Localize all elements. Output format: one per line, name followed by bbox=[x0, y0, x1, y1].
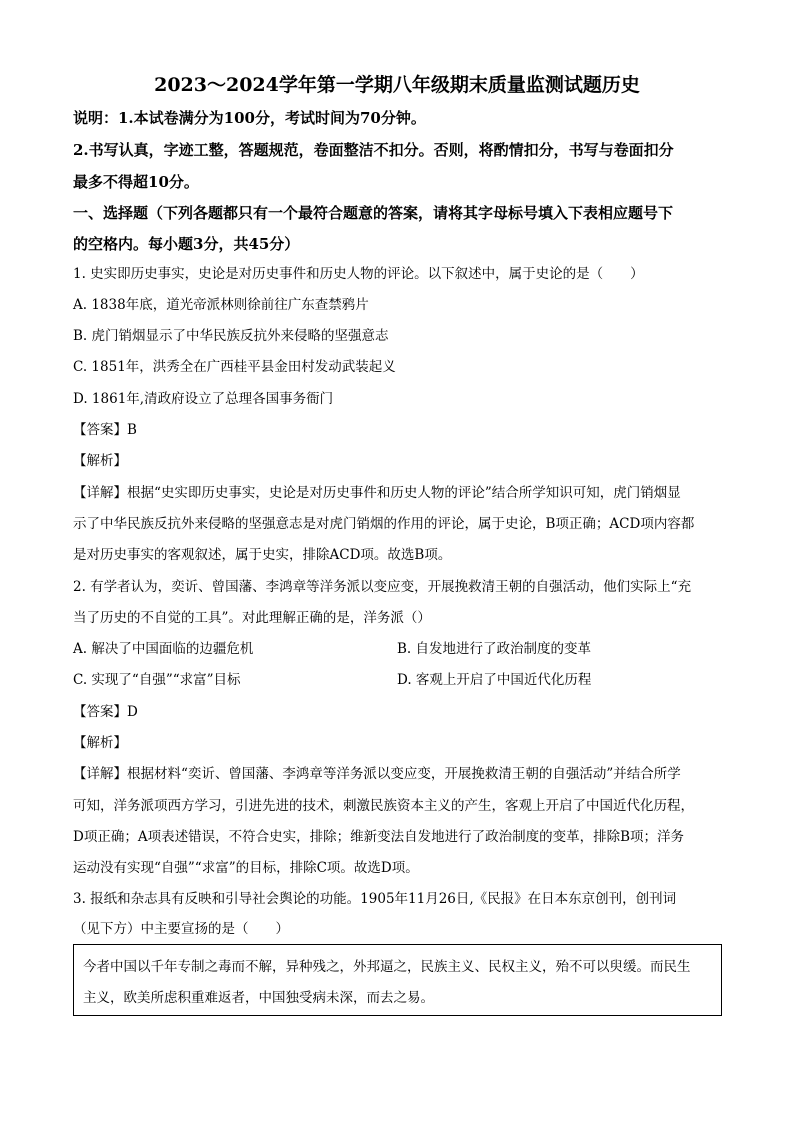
instructions-line-1: 说明：1.本试卷满分为100分，考试时间为70分钟。 bbox=[73, 109, 426, 127]
section-heading-line-1: 一、选择题（下列各题都只有一个最符合题意的答案，请将其字母标号填入下表相应题号下 bbox=[73, 204, 674, 222]
q2-option-c: C. 实现了“自强”“求富”目标 bbox=[73, 672, 241, 688]
q3-stem-line-2: （见下方）中主要宣扬的是（ ） bbox=[73, 921, 289, 937]
q1-stem: 1. 史实即历史事实，史论是对历史事件和历史人物的评论。以下叙述中，属于史论的是（ ） bbox=[73, 266, 644, 282]
q1-option-c: C. 1851年，洪秀全在广西桂平县金田村发动武装起义 bbox=[73, 359, 396, 375]
q3-quote-line-1: 今者中国以千年专制之毒而不解，异种残之，外邦逼之，民族主义、民权主义，殆不可以臾缓。而民生 bbox=[83, 959, 691, 975]
q1-option-d: D. 1861年,清政府设立了总理各国事务衙门 bbox=[73, 391, 334, 407]
q2-analysis-label: 【解析】 bbox=[73, 735, 127, 751]
q3-quote-box bbox=[73, 944, 722, 1016]
instructions-line-2: 2.书写认真，字迹工整，答题规范，卷面整洁不扣分。否则，将酌情扣分，书写与卷面扣分 bbox=[73, 141, 674, 159]
q2-detail-line-3: D项正确；A项表述错误，不符合史实，排除；维新变法自发地进行了政治制度的变革，排除B项；洋务 bbox=[73, 829, 684, 845]
q2-option-b: B. 自发地进行了政治制度的变革 bbox=[397, 641, 592, 657]
section-heading-line-2: 的空格内。每小题3分，共45分） bbox=[73, 235, 300, 253]
q2-detail-line-2: 可知，洋务派项西方学习，引进先进的技术，刺激民族资本主义的产生，客观上开启了中国近代化历程， bbox=[73, 798, 694, 814]
q2-option-a: A. 解决了中国面临的边疆危机 bbox=[73, 641, 254, 657]
q1-detail-line-2: 示了中华民族反抗外来侵略的坚强意志是对虎门销烟的作用的评论，属于史论，B项正确；ACD项内容都 bbox=[73, 516, 695, 532]
q1-detail-line-1: 【详解】根据“史实即历史事实，史论是对历史事件和历史人物的评论”结合所学知识可知，虎门销烟显 bbox=[73, 485, 681, 501]
q1-option-a: A. 1838年底，道光帝派林则徐前往广东查禁鸦片 bbox=[73, 297, 369, 313]
q2-detail-line-4: 运动没有实现“自强”“求富”的目标，排除C项。故选D项。 bbox=[73, 860, 419, 876]
q2-detail-line-1: 【详解】根据材料“奕䜣、曾国藩、李鸿章等洋务派以变应变，开展挽救清王朝的自强活动”并结合所学 bbox=[73, 766, 681, 782]
page-title: 2023～2024学年第一学期八年级期末质量监测试题历史 bbox=[154, 74, 640, 96]
q3-stem-line-1: 3. 报纸和杂志具有反映和引导社会舆论的功能。1905年11月26日,《民报》在日本东京创刊，创刊词 bbox=[73, 891, 677, 907]
instructions-line-3: 最多不得超10分。 bbox=[73, 173, 199, 191]
q2-answer: 【答案】D bbox=[73, 704, 138, 720]
q2-option-d: D. 客观上开启了中国近代化历程 bbox=[397, 672, 592, 688]
q1-answer: 【答案】B bbox=[73, 422, 137, 438]
q2-stem-line-2: 当了历史的不自觉的工具”。对此理解正确的是，洋务派（） bbox=[73, 610, 431, 626]
q1-detail-line-3: 是对历史事实的客观叙述，属于史实，排除ACD项。故选B项。 bbox=[73, 547, 452, 563]
q2-stem-line-1: 2. 有学者认为，奕䜣、曾国藩、李鸿章等洋务派以变应变，开展挽救清王朝的自强活动，他们实际上“充 bbox=[73, 579, 692, 595]
q1-option-b: B. 虎门销烟显示了中华民族反抗外来侵略的坚强意志 bbox=[73, 328, 389, 344]
q1-analysis-label: 【解析】 bbox=[73, 453, 127, 469]
q3-quote-line-2: 主义，欧美所虑积重难返者，中国独受病未深，而去之易。 bbox=[83, 990, 434, 1006]
